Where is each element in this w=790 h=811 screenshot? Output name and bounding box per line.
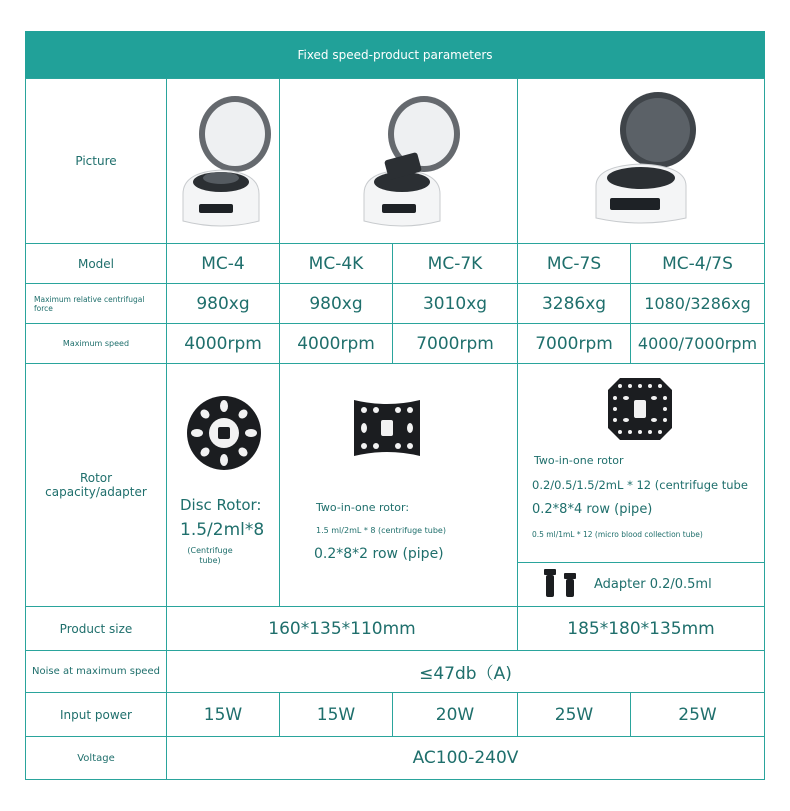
centrifuge-image (324, 86, 474, 236)
disc-rotor-value: 1.5/2ml*8 (180, 520, 265, 540)
model-5: MC-4/7S (630, 243, 765, 284)
adapter-label: Adapter 0.2/0.5ml (594, 577, 712, 592)
label-model: Model (25, 243, 167, 284)
speed-2: 4000rpm (279, 323, 393, 364)
model-2: MC-4K (279, 243, 393, 284)
rcf-2: 980xg (279, 283, 393, 324)
centrifuge-image (566, 86, 716, 236)
rotor-two-in-one-cell (279, 363, 518, 607)
rotor-s-cell (517, 363, 765, 563)
disc-rotor-icon (185, 394, 263, 472)
two-in-one-rotor-s-icon (606, 376, 674, 442)
voltage-value: AC100-240V (166, 736, 765, 780)
label-picture: Picture (25, 78, 167, 244)
power-4: 25W (517, 692, 631, 737)
rcf-1: 980xg (166, 283, 280, 324)
rcf-3: 3010xg (392, 283, 518, 324)
picture-mc7s (517, 78, 765, 244)
disc-rotor-note: (Centrifuge tube) (187, 546, 233, 565)
label-rcf: Maximum relative centrifugal force (25, 283, 167, 324)
table-title: Fixed speed-product parameters (25, 31, 765, 78)
power-2: 15W (279, 692, 393, 737)
rotor-s-line3: 0.5 ml/1mL * 12 (micro blood collection tube) (532, 530, 703, 539)
power-5: 25W (630, 692, 765, 737)
speed-1: 4000rpm (166, 323, 280, 364)
label-speed: Maximum speed (25, 323, 167, 364)
picture-mc4k-mc7k (279, 78, 518, 244)
rotor-s-line1: 0.2/0.5/1.5/2mL * 12 (centrifuge tube (532, 478, 748, 492)
picture-mc4 (166, 78, 280, 244)
model-4: MC-7S (517, 243, 631, 284)
two-in-one-rotor-icon (350, 396, 424, 460)
speed-3: 7000rpm (392, 323, 518, 364)
rcf-4: 3286xg (517, 283, 631, 324)
centrifuge-image (171, 86, 275, 236)
adapter-icon (540, 567, 582, 603)
power-3: 20W (392, 692, 518, 737)
model-1: MC-4 (166, 243, 280, 284)
rotor-disc-cell (166, 363, 280, 607)
rotor-s-line2: 0.2*8*4 row (pipe) (532, 502, 653, 517)
two-in-one-line2: 0.2*8*2 row (pipe) (314, 546, 444, 562)
noise-value: ≤47db（A) (166, 650, 765, 693)
rotor-s-title: Two-in-one rotor (534, 454, 624, 467)
label-size: Product size (25, 606, 167, 651)
two-in-one-title: Two-in-one rotor: (316, 501, 410, 514)
label-voltage: Voltage (25, 736, 167, 780)
speed-4: 7000rpm (517, 323, 631, 364)
label-rotor: Rotor capacity/adapter (25, 363, 167, 607)
adapter-cell (517, 562, 765, 607)
model-3: MC-7K (392, 243, 518, 284)
label-power: Input power (25, 692, 167, 737)
two-in-one-line1: 1.5 ml/2mL * 8 (centrifuge tube) (316, 526, 446, 535)
size-1: 160*135*110mm (166, 606, 518, 651)
spec-table (25, 78, 765, 780)
size-2: 185*180*135mm (517, 606, 765, 651)
power-1: 15W (166, 692, 280, 737)
speed-5: 4000/7000rpm (630, 323, 765, 364)
label-noise: Noise at maximum speed (25, 650, 167, 693)
disc-rotor-title: Disc Rotor: (180, 496, 262, 514)
rcf-5: 1080/3286xg (630, 283, 765, 324)
